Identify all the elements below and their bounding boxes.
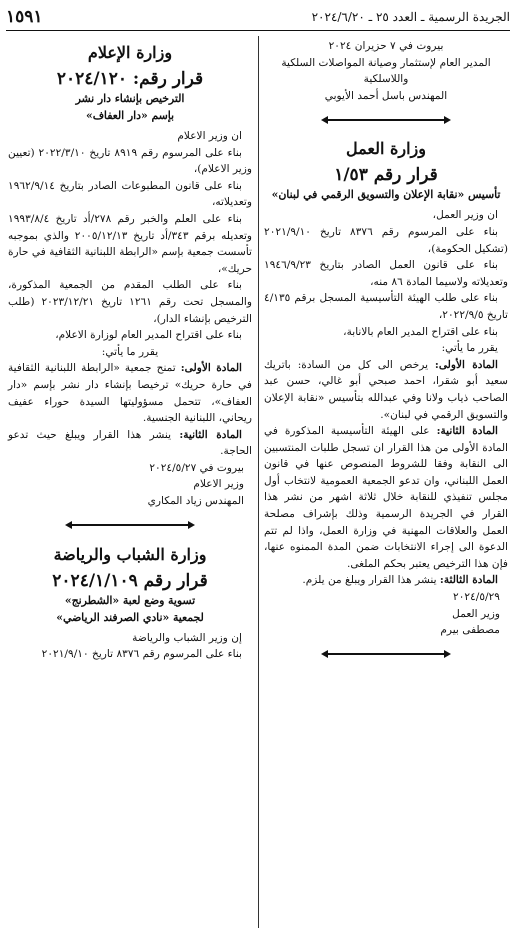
recital: بناء على المرسوم رقم ٨٩١٩ تاريخ ٢٠٢٢/٣/١٠ (تعيين وزير الاعلام)، <box>8 146 252 176</box>
article <box>264 572 508 589</box>
minister-line: ان وزير الاعلام <box>177 130 242 142</box>
article-label: المادة الثانية: <box>436 425 498 438</box>
recital: بناء على قانون المطبوعات الصادر بتاريخ ١٩٦٢/٩/١٤ وتعديلاته، <box>8 179 252 209</box>
signer-title: وزير العمل <box>452 607 500 620</box>
page-header <box>6 4 510 31</box>
section-separator <box>8 515 252 534</box>
article-text: ينشر هذا القرار ويبلغ حيث تدعو الحاجة. <box>8 428 252 458</box>
article <box>264 357 508 423</box>
decision-subject: تأسيس «نقابة الإعلان والتسويق الرقمي في لبنان» <box>271 188 501 202</box>
article-label: المادة الأولى: <box>434 358 498 371</box>
ministry-heading: وزارة الإعلام <box>87 43 173 62</box>
recital: بناء على قانون العمل الصادر بتاريخ ١٩٤٦/٩/٢٣ وتعديلاته ولاسيما المادة ٨٦ منه، <box>264 259 508 288</box>
article <box>264 423 508 572</box>
decision-number: قرار رقم ٢٠٢٤/١/١٠٩ <box>52 570 208 591</box>
article-label: المادة الأولى: <box>180 362 242 375</box>
minister-line: ان وزير العمل، <box>432 209 498 222</box>
decision-date: ٢٠٢٤/٥/٢٩ <box>453 591 500 604</box>
place-date: بيروت في ٢٠٢٤/٥/٢٧ <box>149 461 244 474</box>
page-number: ١٥٩١ <box>6 7 43 27</box>
section-separator <box>264 644 508 663</box>
decision-subject: بإسم «دار العفاف» <box>85 109 174 122</box>
minister-line: إن وزير الشباب والرياضة <box>132 631 242 644</box>
recital: بناء على العلم والخبر رقم ٢٧٨/أد تاريخ ١٩٩٣/٨/٤ وتعديله برقم ٣٤٣/أد تاريخ ٢٠٠٥/١٢/١٣ والذي بموجبه تأسست جمعية بإسم «الرابطة اللبنانية الثقافية في حارة حريك»، <box>8 212 253 275</box>
section-separator <box>264 109 508 128</box>
article <box>8 427 252 460</box>
signer-title: وزير الاعلام <box>193 478 244 491</box>
article-label: المادة الثالثة: <box>439 574 498 587</box>
article-text: يرخص الى كل من السادة: باتريك سعيد أبو شقرا، احمد صبحي أبو غالي، حسن عبد الصاحب ذياب ولانا وفي عبدالله بتأسيس «نقابة الإعلان والتسويق الرقمي في لبنان». <box>264 358 508 421</box>
recital: بناء على المرسوم رقم ٨٣٧٦ تاريخ ٢٠٢١/٩/١٠ <box>41 648 242 661</box>
column-divider <box>258 36 259 928</box>
signer-name: المهندس باسل أحمد الأيوبي <box>324 89 448 102</box>
ministry-heading: وزارة العمل <box>346 139 426 159</box>
signer-name: مصطفى بيرم <box>440 624 500 637</box>
place-date: بيروت في ٧ حزيران ٢٠٢٤ <box>328 40 444 52</box>
ministry-heading: وزارة الشباب والرياضة <box>53 544 207 564</box>
recital: بناء على المرسوم رقم ٨٣٧٦ تاريخ ٢٠٢١/٩/١٠ (تشكيل الحكومة)، <box>264 225 508 255</box>
article-text: تمنح جمعية «الرابطة اللبنانية الثقافية في حارة حريك» ترخيصا بإنشاء دار نشر بإسم «دار العفاف»، تتحمل مسؤوليتها السيدة حوراء عفيف ريحاني، اللبنانية الجنسية. <box>8 362 252 425</box>
gazette-title: الجريدة الرسمية ـ العدد ٢٥ ـ ٢٠٢٤/٦/٢٠ <box>311 10 510 24</box>
recital: بناء على الطلب المقدم من الجمعية المذكورة، والمسجل تحت رقم ١٢٦١ تاريخ ٢٠٢٣/١٢/٢١ (طلب الترخيص بإنشاء الدار)، <box>8 279 252 325</box>
recital: بناء على طلب الهيئة التأسيسية المسجل برقم ٤/١٣٥ تاريخ ٢٠٢٢/٩/٥، <box>264 292 508 321</box>
article <box>8 360 252 426</box>
decides-line: يقرر ما يأتي: <box>101 345 159 358</box>
decides-line: يقرر ما يأتي: <box>441 342 498 355</box>
decision-number: قرار رقم ١/٥٣ <box>334 165 438 186</box>
decision-subject: الترخيص بإنشاء دار نشر <box>75 92 185 105</box>
signer-name: المهندس زياد المكاري <box>147 495 244 508</box>
right-column <box>264 38 508 930</box>
article-label: المادة الثانية: <box>179 428 243 441</box>
decision-subject: تسوية وضع لعبة «الشطرنج» <box>64 593 196 607</box>
decision-subject: لجمعية «نادي الصرفند الرياضي» <box>56 610 204 624</box>
decision-number: قرار رقم: ٢٠٢٤/١٢٠ <box>56 69 204 89</box>
recital: بناء على اقتراح المدير العام بالانابة، <box>343 325 498 338</box>
left-column <box>8 38 252 930</box>
recital: بناء على اقتراح المدير العام لوزارة الاعلام، <box>55 329 242 342</box>
article-text: ينشر هذا القرار ويبلغ من يلزم. <box>302 574 440 587</box>
signer-title: المدير العام لإستثمار وصيانة المواصلات السلكية واللاسلكية <box>281 56 491 86</box>
article-text: على الهيئة التأسيسية المذكورة في المادة الأولى من هذا القرار ان تسجل طلبات المنتسبين الى النقابة وفقا للشروط المنصوص عنها في قانون العمل اللبناني، وان تدعو الجمعية العمومية لانتخاب أول مجلس تنفيذي للنقابة خلال ثلاثة اشهر من نشر هذا القرار في الجريدة الرسمية وذلك بإشراف مصلحة العمل والعلاقات المهنية في وزارة العمل، واذا لم تتم الدعوة الى إجراء الانتخابات ضمن المدة الممنوه عنها، فإن هذا الترخيص يعتبر بحكم الملغى. <box>264 425 508 570</box>
